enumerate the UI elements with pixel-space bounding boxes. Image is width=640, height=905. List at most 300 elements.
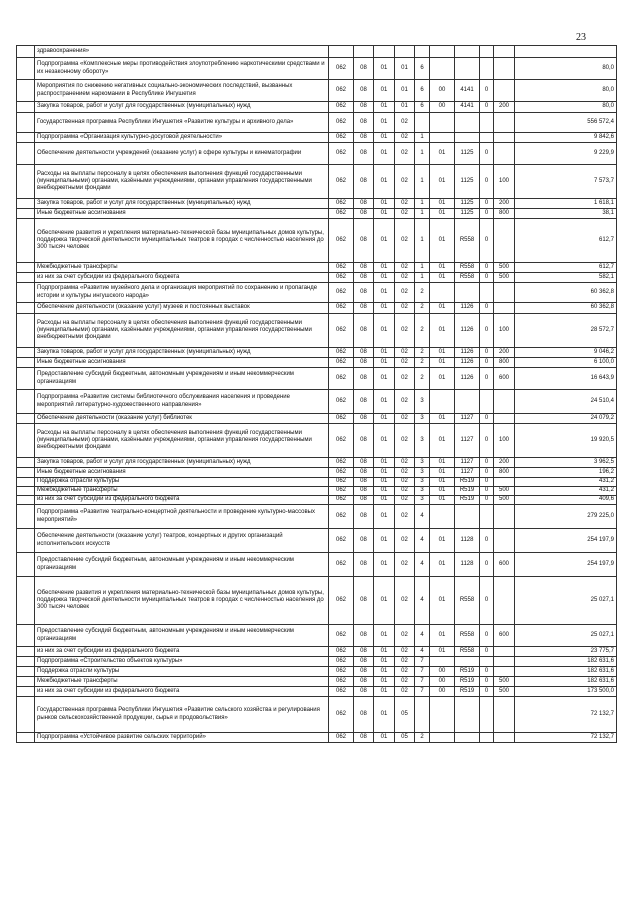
table-row xyxy=(17,113,617,133)
admin-code: 062 xyxy=(329,133,354,143)
amount: 25 027,1 xyxy=(515,625,617,647)
row-name: Государственная программа Республики Ингушетия «Развитие сельского хозяйства и регулирования рынков сельскохозяйственной продукции, сырья и продовольствия» xyxy=(35,697,329,733)
section-code xyxy=(354,46,374,58)
table-row xyxy=(17,625,617,647)
row-margin-cell xyxy=(17,314,35,348)
expense-type-code: 100 xyxy=(494,424,515,458)
direction-code xyxy=(455,283,480,303)
direction-code xyxy=(455,390,480,414)
direction-code: 1127 xyxy=(455,414,480,424)
row-margin-cell xyxy=(17,263,35,273)
row-name: Подпрограмма «Развитие музейного дела и организация мероприятий по сохранению и пропаганде истории и культуры ингушского народа» xyxy=(35,283,329,303)
row-margin-cell xyxy=(17,677,35,687)
amount: 9 229,9 xyxy=(515,143,617,165)
subprogram-code: 1 xyxy=(415,133,430,143)
expense-type-code: 600 xyxy=(494,553,515,577)
row-name: Иные бюджетные ассигнования xyxy=(35,209,329,219)
amount: 254 197,9 xyxy=(515,553,617,577)
direction-code: 1127 xyxy=(455,424,480,458)
subprogram-code: 6 xyxy=(415,80,430,102)
section-code: 08 xyxy=(354,209,374,219)
admin-code: 062 xyxy=(329,390,354,414)
sub-direction-code: 0 xyxy=(480,529,494,553)
amount: 182 631,6 xyxy=(515,677,617,687)
direction-code xyxy=(455,46,480,58)
admin-code: 062 xyxy=(329,529,354,553)
amount: 279 225,0 xyxy=(515,505,617,529)
main-event-code xyxy=(430,733,455,743)
section-code: 08 xyxy=(354,165,374,199)
subprogram-code: 2 xyxy=(415,368,430,390)
subsection-code: 01 xyxy=(374,697,395,733)
program-code: 02 xyxy=(395,209,415,219)
program-code: 02 xyxy=(395,505,415,529)
section-code: 08 xyxy=(354,487,374,496)
expense-type-code xyxy=(494,505,515,529)
expense-type-code: 200 xyxy=(494,102,515,113)
main-event-code: 01 xyxy=(430,478,455,487)
expense-type-code: 600 xyxy=(494,368,515,390)
row-margin-cell xyxy=(17,113,35,133)
direction-code: 1126 xyxy=(455,368,480,390)
section-code: 08 xyxy=(354,58,374,80)
admin-code: 062 xyxy=(329,687,354,697)
subprogram-code: 4 xyxy=(415,647,430,657)
sub-direction-code: 0 xyxy=(480,102,494,113)
amount: 556 572,4 xyxy=(515,113,617,133)
row-name: Межбюджетные трансферты xyxy=(35,263,329,273)
expense-type-code xyxy=(494,414,515,424)
amount: 23 775,7 xyxy=(515,647,617,657)
admin-code: 062 xyxy=(329,496,354,505)
section-code: 08 xyxy=(354,113,374,133)
section-code: 08 xyxy=(354,478,374,487)
subprogram-code: 3 xyxy=(415,424,430,458)
direction-code: R558 xyxy=(455,263,480,273)
subsection-code: 01 xyxy=(374,113,395,133)
sub-direction-code xyxy=(480,697,494,733)
admin-code: 062 xyxy=(329,283,354,303)
amount: 72 132,7 xyxy=(515,697,617,733)
main-event-code: 01 xyxy=(430,424,455,458)
row-name: Обеспечение деятельности учреждений (оказание услуг) в сфере культуры и кинематографии xyxy=(35,143,329,165)
section-code: 08 xyxy=(354,697,374,733)
direction-code: 1125 xyxy=(455,199,480,209)
table-row xyxy=(17,133,617,143)
amount: 60 362,8 xyxy=(515,283,617,303)
row-margin-cell xyxy=(17,165,35,199)
main-event-code: 01 xyxy=(430,529,455,553)
row-name: Расходы на выплаты персоналу в целях обеспечения выполнения функций государственными (муниципальными) органами, казёнными учреждениями, органами управления государственными внебюджетными фондами xyxy=(35,165,329,199)
admin-code: 062 xyxy=(329,468,354,478)
main-event-code: 01 xyxy=(430,199,455,209)
row-margin-cell xyxy=(17,468,35,478)
table-row xyxy=(17,478,617,487)
table-row xyxy=(17,209,617,219)
amount: 182 631,6 xyxy=(515,667,617,677)
row-name: Иные бюджетные ассигнования xyxy=(35,468,329,478)
expense-type-code xyxy=(494,133,515,143)
main-event-code: 01 xyxy=(430,577,455,625)
row-margin-cell xyxy=(17,80,35,102)
subprogram-code: 3 xyxy=(415,468,430,478)
program-code: 02 xyxy=(395,657,415,667)
amount: 80,0 xyxy=(515,102,617,113)
amount: 6 100,0 xyxy=(515,358,617,368)
section-code: 08 xyxy=(354,733,374,743)
table-row xyxy=(17,358,617,368)
subsection-code: 01 xyxy=(374,505,395,529)
row-margin-cell xyxy=(17,414,35,424)
expense-type-code xyxy=(494,46,515,58)
main-event-code: 00 xyxy=(430,102,455,113)
main-event-code xyxy=(430,505,455,529)
section-code: 08 xyxy=(354,263,374,273)
subprogram-code: 3 xyxy=(415,458,430,468)
expense-type-code: 500 xyxy=(494,263,515,273)
subprogram-code: 1 xyxy=(415,209,430,219)
main-event-code: 01 xyxy=(430,209,455,219)
subprogram-code: 2 xyxy=(415,283,430,303)
section-code: 08 xyxy=(354,133,374,143)
subsection-code: 01 xyxy=(374,529,395,553)
subsection-code: 01 xyxy=(374,358,395,368)
program-code: 01 xyxy=(395,80,415,102)
subsection-code: 01 xyxy=(374,165,395,199)
row-margin-cell xyxy=(17,219,35,263)
subprogram-code: 3 xyxy=(415,496,430,505)
main-event-code xyxy=(430,697,455,733)
main-event-code: 01 xyxy=(430,414,455,424)
subsection-code: 01 xyxy=(374,468,395,478)
sub-direction-code: 0 xyxy=(480,487,494,496)
main-event-code: 01 xyxy=(430,496,455,505)
table-row xyxy=(17,424,617,458)
row-name: Подпрограмма «Организация культурно-досуговой деятельности» xyxy=(35,133,329,143)
direction-code: R558 xyxy=(455,625,480,647)
row-name: Обеспечение развития и укрепления материально-технической базы муниципальных домов культуры, поддержка творческой деятельности муниципальных театров в городах с численностью населения до 300 тысяч человек xyxy=(35,577,329,625)
amount: 3 962,5 xyxy=(515,458,617,468)
sub-direction-code xyxy=(480,657,494,667)
subprogram-code: 1 xyxy=(415,199,430,209)
section-code: 08 xyxy=(354,657,374,667)
subprogram-code: 4 xyxy=(415,577,430,625)
subprogram-code: 3 xyxy=(415,414,430,424)
program-code: 02 xyxy=(395,368,415,390)
program-code: 02 xyxy=(395,553,415,577)
table-row xyxy=(17,283,617,303)
row-margin-cell xyxy=(17,348,35,358)
row-name: Подпрограмма «Комплексные меры противодействия злоупотреблению наркотическими средствами и их незаконному обороту» xyxy=(35,58,329,80)
admin-code: 062 xyxy=(329,143,354,165)
row-margin-cell xyxy=(17,133,35,143)
row-margin-cell xyxy=(17,697,35,733)
admin-code: 062 xyxy=(329,113,354,133)
sub-direction-code: 0 xyxy=(480,687,494,697)
subsection-code: 01 xyxy=(374,687,395,697)
admin-code: 062 xyxy=(329,273,354,283)
amount: 80,0 xyxy=(515,80,617,102)
admin-code: 062 xyxy=(329,733,354,743)
row-margin-cell xyxy=(17,303,35,314)
amount: 38,1 xyxy=(515,209,617,219)
admin-code: 062 xyxy=(329,577,354,625)
main-event-code: 01 xyxy=(430,263,455,273)
direction-code: 1128 xyxy=(455,553,480,577)
section-code: 08 xyxy=(354,368,374,390)
program-code: 02 xyxy=(395,219,415,263)
sub-direction-code xyxy=(480,46,494,58)
subsection-code: 01 xyxy=(374,667,395,677)
subsection-code: 01 xyxy=(374,283,395,303)
amount: 25 027,1 xyxy=(515,577,617,625)
amount: 60 362,8 xyxy=(515,303,617,314)
expense-type-code: 200 xyxy=(494,199,515,209)
subsection-code: 01 xyxy=(374,368,395,390)
row-name: здравоохранения» xyxy=(35,46,329,58)
section-code: 08 xyxy=(354,424,374,458)
table-row xyxy=(17,303,617,314)
table-row xyxy=(17,577,617,625)
direction-code: 1126 xyxy=(455,314,480,348)
row-margin-cell xyxy=(17,390,35,414)
table-row xyxy=(17,677,617,687)
table-row xyxy=(17,390,617,414)
expense-type-code: 800 xyxy=(494,358,515,368)
subsection-code: 01 xyxy=(374,348,395,358)
subsection-code: 01 xyxy=(374,625,395,647)
direction-code: R519 xyxy=(455,487,480,496)
sub-direction-code: 0 xyxy=(480,478,494,487)
table-row xyxy=(17,46,617,58)
amount: 16 643,9 xyxy=(515,368,617,390)
table-row xyxy=(17,273,617,283)
section-code: 08 xyxy=(354,414,374,424)
admin-code: 062 xyxy=(329,358,354,368)
section-code: 08 xyxy=(354,199,374,209)
table-row xyxy=(17,414,617,424)
row-margin-cell xyxy=(17,58,35,80)
expense-type-code: 100 xyxy=(494,165,515,199)
subsection-code: 01 xyxy=(374,390,395,414)
row-margin-cell xyxy=(17,199,35,209)
direction-code: R558 xyxy=(455,577,480,625)
table-row xyxy=(17,263,617,273)
main-event-code: 01 xyxy=(430,348,455,358)
subsection-code: 01 xyxy=(374,487,395,496)
row-name: Предоставление субсидий бюджетным, автономным учреждениям и иным некоммерческим организациям xyxy=(35,625,329,647)
program-code: 02 xyxy=(395,496,415,505)
subsection-code: 01 xyxy=(374,733,395,743)
section-code: 08 xyxy=(354,348,374,358)
main-event-code xyxy=(430,390,455,414)
subprogram-code: 7 xyxy=(415,657,430,667)
direction-code: R519 xyxy=(455,496,480,505)
program-code: 02 xyxy=(395,577,415,625)
row-name: Расходы на выплаты персоналу в целях обеспечения выполнения функций государственными (муниципальными) органами, казёнными учреждениями, органами управления государственными внебюджетными фондами xyxy=(35,314,329,348)
admin-code: 062 xyxy=(329,505,354,529)
sub-direction-code: 0 xyxy=(480,424,494,458)
amount: 612,7 xyxy=(515,219,617,263)
program-code: 02 xyxy=(395,165,415,199)
main-event-code xyxy=(430,133,455,143)
row-name: Подпрограмма «Строительство объектов культуры» xyxy=(35,657,329,667)
expense-type-code xyxy=(494,733,515,743)
row-margin-cell xyxy=(17,577,35,625)
expense-type-code xyxy=(494,219,515,263)
expense-type-code: 100 xyxy=(494,314,515,348)
sub-direction-code: 0 xyxy=(480,358,494,368)
subprogram-code xyxy=(415,113,430,133)
program-code: 01 xyxy=(395,102,415,113)
amount: 409,6 xyxy=(515,496,617,505)
main-event-code xyxy=(430,46,455,58)
section-code: 08 xyxy=(354,143,374,165)
subprogram-code: 4 xyxy=(415,625,430,647)
admin-code: 062 xyxy=(329,657,354,667)
admin-code: 062 xyxy=(329,625,354,647)
section-code: 08 xyxy=(354,687,374,697)
table-row xyxy=(17,687,617,697)
table-row xyxy=(17,667,617,677)
amount: 7 573,7 xyxy=(515,165,617,199)
table-row xyxy=(17,553,617,577)
row-name: Закупка товаров, работ и услуг для государственных (муниципальных) нужд xyxy=(35,348,329,358)
section-code: 08 xyxy=(354,80,374,102)
direction-code: R558 xyxy=(455,647,480,657)
direction-code: 1127 xyxy=(455,468,480,478)
section-code: 08 xyxy=(354,458,374,468)
row-name: Закупка товаров, работ и услуг для государственных (муниципальных) нужд xyxy=(35,458,329,468)
table-row xyxy=(17,657,617,667)
expense-type-code xyxy=(494,478,515,487)
expense-type-code: 200 xyxy=(494,348,515,358)
subprogram-code: 2 xyxy=(415,733,430,743)
admin-code: 062 xyxy=(329,553,354,577)
admin-code: 062 xyxy=(329,80,354,102)
sub-direction-code xyxy=(480,505,494,529)
sub-direction-code: 0 xyxy=(480,414,494,424)
section-code: 08 xyxy=(354,505,374,529)
row-name: Мероприятия по снижению негативных социально-экономических последствий, вызванных распространением наркомании в Республике Ингушетия xyxy=(35,80,329,102)
table-row xyxy=(17,496,617,505)
admin-code: 062 xyxy=(329,424,354,458)
row-name: Межбюджетные трансферты xyxy=(35,677,329,687)
main-event-code: 00 xyxy=(430,687,455,697)
section-code: 08 xyxy=(354,102,374,113)
row-name: Межбюджетные трансферты xyxy=(35,487,329,496)
expense-type-code xyxy=(494,390,515,414)
amount: 1 618,1 xyxy=(515,199,617,209)
expense-type-code xyxy=(494,143,515,165)
table-row xyxy=(17,219,617,263)
sub-direction-code: 0 xyxy=(480,458,494,468)
subsection-code: 01 xyxy=(374,273,395,283)
row-margin-cell xyxy=(17,424,35,458)
row-name: Подпрограмма «Развитие театрально-концертной деятельности и проведение культурно-массовых мероприятий» xyxy=(35,505,329,529)
row-margin-cell xyxy=(17,496,35,505)
sub-direction-code xyxy=(480,113,494,133)
subsection-code: 01 xyxy=(374,133,395,143)
admin-code: 062 xyxy=(329,199,354,209)
subsection-code: 01 xyxy=(374,577,395,625)
table-row xyxy=(17,647,617,657)
program-code: 02 xyxy=(395,273,415,283)
direction-code xyxy=(455,657,480,667)
row-margin-cell xyxy=(17,209,35,219)
program-code: 02 xyxy=(395,647,415,657)
row-name: Государственная программа Республики Ингушетия «Развитие культуры и архивного дела» xyxy=(35,113,329,133)
main-event-code: 01 xyxy=(430,314,455,348)
admin-code xyxy=(329,46,354,58)
sub-direction-code: 0 xyxy=(480,468,494,478)
subprogram-code: 2 xyxy=(415,314,430,348)
section-code: 08 xyxy=(354,496,374,505)
row-name: Подпрограмма «Устойчивое развитие сельских территорий» xyxy=(35,733,329,743)
main-event-code: 00 xyxy=(430,667,455,677)
direction-code: 1128 xyxy=(455,529,480,553)
section-code: 08 xyxy=(354,303,374,314)
section-code: 08 xyxy=(354,283,374,303)
subsection-code: 01 xyxy=(374,458,395,468)
subprogram-code: 1 xyxy=(415,273,430,283)
sub-direction-code: 0 xyxy=(480,496,494,505)
amount: 28 572,7 xyxy=(515,314,617,348)
admin-code: 062 xyxy=(329,697,354,733)
direction-code: 4141 xyxy=(455,102,480,113)
amount: 19 920,5 xyxy=(515,424,617,458)
expense-type-code xyxy=(494,647,515,657)
subprogram-code: 7 xyxy=(415,677,430,687)
row-name: Обеспечение деятельности (оказание услуг) театров, концертных и других организаций исполнительских искусств xyxy=(35,529,329,553)
subprogram-code: 3 xyxy=(415,478,430,487)
row-name: Предоставление субсидий бюджетным, автономным учреждениям и иным некоммерческим организациям xyxy=(35,368,329,390)
subprogram-code: 1 xyxy=(415,263,430,273)
program-code: 02 xyxy=(395,303,415,314)
main-event-code: 01 xyxy=(430,553,455,577)
table-row xyxy=(17,58,617,80)
program-code: 02 xyxy=(395,687,415,697)
program-code: 02 xyxy=(395,468,415,478)
program-code: 02 xyxy=(395,390,415,414)
expense-type-code xyxy=(494,529,515,553)
admin-code: 062 xyxy=(329,303,354,314)
subsection-code: 01 xyxy=(374,303,395,314)
sub-direction-code: 0 xyxy=(480,553,494,577)
section-code: 08 xyxy=(354,625,374,647)
subsection-code: 01 xyxy=(374,80,395,102)
row-name: из них за счет субсидии из федерального бюджета xyxy=(35,687,329,697)
program-code: 05 xyxy=(395,733,415,743)
direction-code: R519 xyxy=(455,478,480,487)
expense-type-code: 500 xyxy=(494,487,515,496)
subprogram-code: 3 xyxy=(415,390,430,414)
row-margin-cell xyxy=(17,458,35,468)
direction-code: 4141 xyxy=(455,80,480,102)
row-name: Закупка товаров, работ и услуг для государственных (муниципальных) нужд xyxy=(35,199,329,209)
program-code: 02 xyxy=(395,199,415,209)
row-margin-cell xyxy=(17,553,35,577)
amount: 72 132,7 xyxy=(515,733,617,743)
subsection-code: 01 xyxy=(374,314,395,348)
subprogram-code: 2 xyxy=(415,348,430,358)
direction-code xyxy=(455,505,480,529)
row-name: из них за счет субсидии из федерального бюджета xyxy=(35,273,329,283)
amount: 254 197,9 xyxy=(515,529,617,553)
section-code: 08 xyxy=(354,468,374,478)
direction-code: R558 xyxy=(455,273,480,283)
program-code: 02 xyxy=(395,667,415,677)
